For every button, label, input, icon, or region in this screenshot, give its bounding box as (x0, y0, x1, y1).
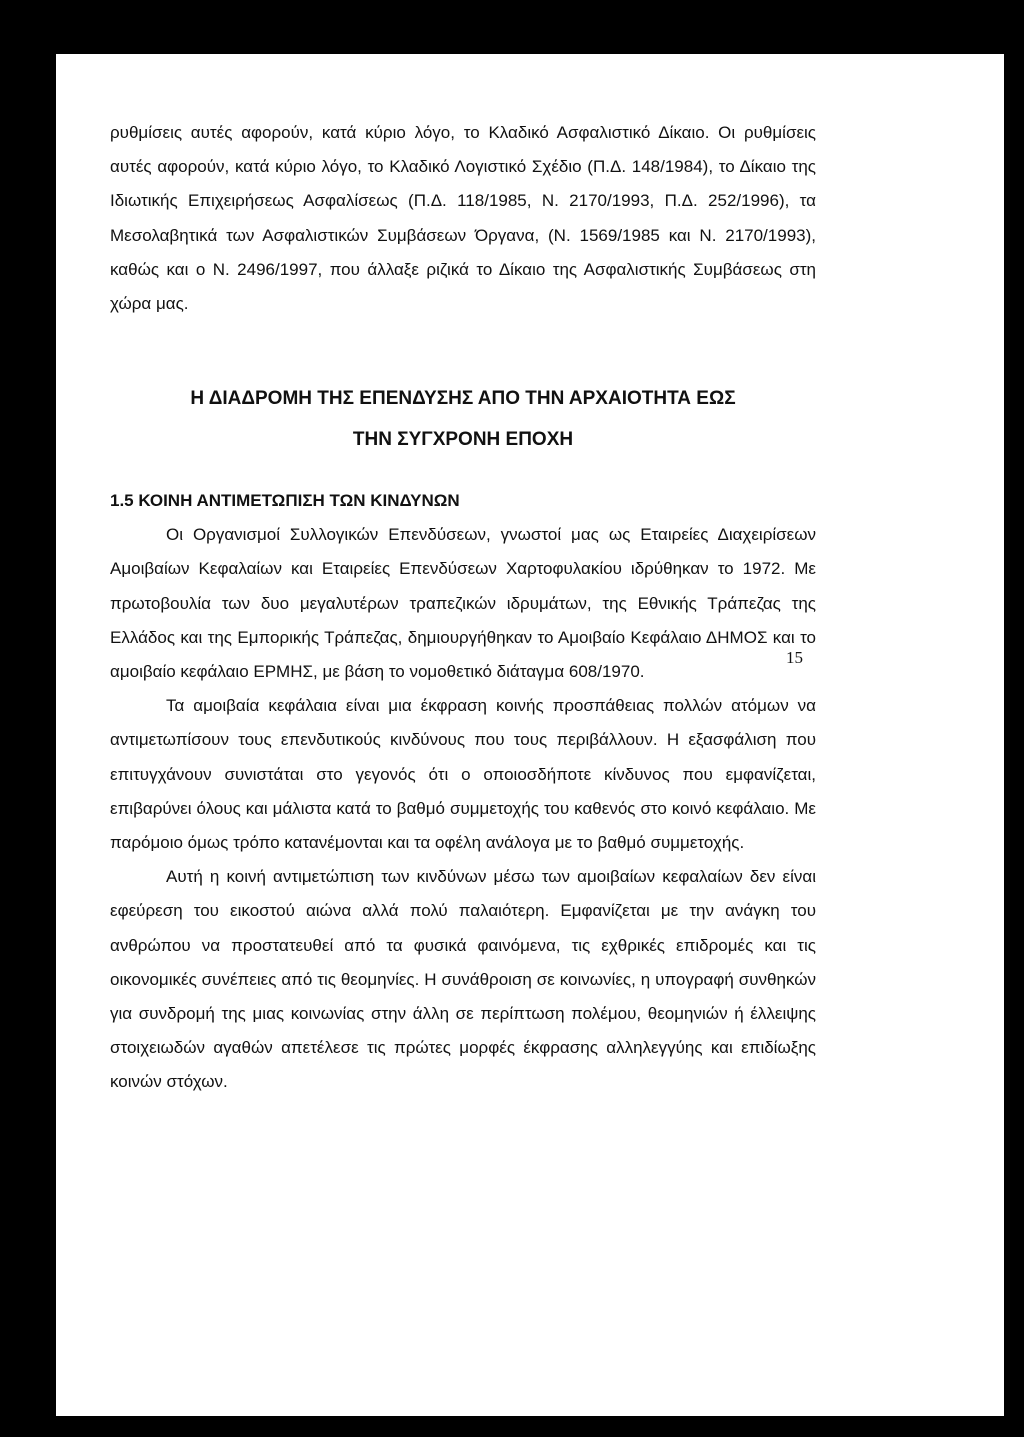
document-page (56, 54, 1004, 1416)
intro-paragraph: ρυθμίσεις αυτές αφορούν, κατά κύριο λόγο, το Κλαδικό Ασφαλιστικό Δίκαιο. Οι ρυθμίσεις αυτές αφορούν, κατά κύριο λόγο, το Κλαδικό Λογιστικό Σχέδιο (Π.Δ. 148/1984), το Δίκαιο της Ιδιωτικής Επιχειρήσεως Ασφαλίσεως (Π.Δ. 118/1985, Ν. 2170/1993, Π.Δ. 252/1996), τα Μεσολαβητικά των Ασφαλιστικών Συμβάσεων Όργανα, (Ν. 1569/1985 και Ν. 2170/1993), καθώς και ο Ν. 2496/1997, που άλλαξε ριζικά το Δίκαιο της Ασφαλιστικής Συμβάσεως στη χώρα μας. (110, 123, 816, 314)
page-content (110, 116, 816, 1100)
heading-line-1: Η ΔΙΑΔΡΟΜΗ ΤΗΣ ΕΠΕΝΔΥΣΗΣ ΑΠΟ ΤΗΝ ΑΡΧΑΙΟΤΗΤΑ ΕΩΣ (190, 388, 736, 410)
body-paragraph-1: Οι Οργανισμοί Συλλογικών Επενδύσεων, γνωστοί μας ως Εταιρείες Διαχειρίσεων Αμοιβαίων Κεφαλαίων και Εταιρείες Επενδύσεων Χαρτοφυλακίου ιδρύθηκαν το 1972. Με πρωτοβουλία των δυο μεγαλυτέρων τραπεζικών ιδρυμάτων, της Εθνικής Τράπεζας της Ελλάδος και της Εμπορικής Τράπεζας, δημιουργήθηκαν το Αμοιβαίο Κεφάλαιο ΔΗΜΟΣ και το αμοιβαίο κεφάλαιο ΕΡΜΗΣ, με βάση το νομοθετικό διάταγμα 608/1970. (110, 525, 816, 682)
body-paragraph-2: Τα αμοιβαία κεφάλαια είναι μια έκφραση κοινής προσπάθειας πολλών ατόμων να αντιμετωπίσουν τους επενδυτικούς κινδύνους που τους περιβάλλουν. Η εξασφάλιση που επιτυγχάνουν συνιστάται στο γεγονός ότι ο οποιοσδήποτε κίνδυνος που εμφανίζεται, επιβαρύνει όλους και μάλιστα κατά το βαθμό συμμετοχής του καθενός στο κοινό κεφάλαιο. Με παρόμοιο όμως τρόπο κατανέμονται και τα οφέλη ανάλογα με το βαθμό συμμετοχής. (110, 696, 816, 853)
body-paragraph-3: Αυτή η κοινή αντιμετώπιση των κινδύνων μέσω των αμοιβαίων κεφαλαίων δεν είναι εφεύρεση του εικοστού αιώνα αλλά πολύ παλαιότερη. Εμφανίζεται με την ανάγκη του ανθρώπου να προστατευθεί από τα φυσικά φαινόμενα, τις εχθρικές επιδρομές και τις οικονομικές συνέπειες από τις θεομηνίες. Η συνάθροιση σε κοινωνίες, η υπογραφή συνθηκών για συνδρομή της μιας κοινωνίας στην άλλη σε περίπτωση πολέμου, θεομηνιών ή έλλειψης στοιχειωδών αγαθών απετέλεσε τις πρώτες μορφές έκφρασης αλληλεγγύης και επιδίωξης κοινών στόχων. (110, 867, 816, 1092)
section-1-5 (110, 484, 816, 1099)
section-title: 1.5 ΚΟΙΝΗ ΑΝΤΙΜΕΤΩΠΙΣΗ ΤΩΝ ΚΙΝΔΥΝΩΝ (110, 491, 460, 511)
heading-line-2: ΤΗΝ ΣΥΓΧΡΟΝΗ ΕΠΟΧΗ (352, 429, 574, 451)
page-number: 15 (786, 648, 803, 667)
chapter-heading (110, 378, 816, 460)
